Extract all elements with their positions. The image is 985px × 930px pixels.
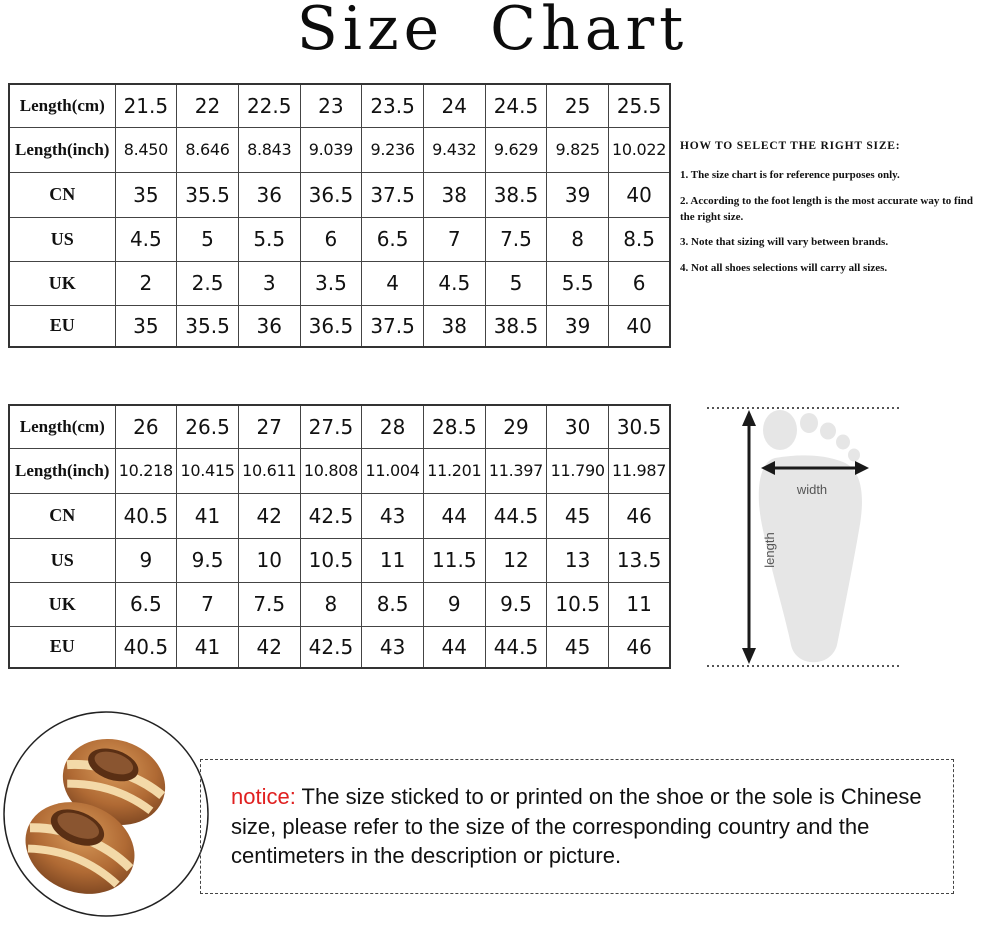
size-cell: 36.5 [300, 172, 362, 217]
notice-label: notice: [231, 784, 296, 809]
size-cell: 10.415 [177, 448, 239, 493]
size-cell: 36 [238, 172, 300, 217]
size-cell: 23.5 [362, 84, 424, 127]
size-cell: 6.5 [115, 582, 177, 626]
size-cell: 2.5 [177, 261, 239, 305]
size-cell: 38 [423, 172, 485, 217]
size-cell: 10 [238, 538, 300, 582]
size-cell: 35 [115, 305, 177, 347]
row-label-inch: Length(inch) [9, 448, 115, 493]
size-cell: 11.004 [362, 448, 424, 493]
row-label-cm: Length(cm) [9, 405, 115, 448]
size-cell: 8.646 [177, 127, 239, 172]
size-cell: 39 [547, 305, 609, 347]
size-cell: 10.5 [300, 538, 362, 582]
size-cell: 28.5 [423, 405, 485, 448]
notice-box [200, 759, 954, 894]
size-row-cn [9, 172, 670, 217]
size-cell: 45 [547, 626, 609, 668]
size-cell: 38 [423, 305, 485, 347]
size-cell: 24.5 [485, 84, 547, 127]
size-guide-item: 1. The size chart is for reference purposes only. [680, 168, 900, 181]
size-cell: 35.5 [177, 305, 239, 347]
size-cell: 7.5 [238, 582, 300, 626]
size-cell: 24 [423, 84, 485, 127]
size-cell: 46 [609, 626, 671, 668]
size-cell: 26.5 [177, 405, 239, 448]
width-label: width [796, 482, 828, 497]
size-cell: 8 [300, 582, 362, 626]
row-label-uk: UK [9, 582, 115, 626]
size-guide-title: HOW TO SELECT THE RIGHT SIZE: [680, 140, 901, 152]
size-cell: 8.843 [238, 127, 300, 172]
size-cell: 46 [609, 493, 671, 538]
notice-section [0, 700, 985, 930]
size-cell: 10.022 [609, 127, 671, 172]
size-cell: 43 [362, 493, 424, 538]
length-label: length [762, 532, 777, 568]
size-cell: 22.5 [238, 84, 300, 127]
size-cell: 44 [423, 626, 485, 668]
row-label-us: US [9, 217, 115, 261]
size-row-eu [9, 626, 670, 668]
size-row-cn [9, 493, 670, 538]
size-cell: 35 [115, 172, 177, 217]
size-cell: 36 [238, 305, 300, 347]
size-cell: 11.397 [485, 448, 547, 493]
row-label-eu: EU [9, 305, 115, 347]
row-label-cn: CN [9, 493, 115, 538]
size-guide [680, 138, 985, 287]
size-cell: 10.5 [547, 582, 609, 626]
size-row-cm [9, 405, 670, 448]
size-cell: 29 [485, 405, 547, 448]
size-cell: 40 [609, 172, 671, 217]
row-label-cn: CN [9, 172, 115, 217]
size-cell: 9.629 [485, 127, 547, 172]
size-cell: 22 [177, 84, 239, 127]
size-cell: 2 [115, 261, 177, 305]
size-cell: 42 [238, 626, 300, 668]
size-cell: 41 [177, 626, 239, 668]
row-label-uk: UK [9, 261, 115, 305]
size-cell: 44.5 [485, 626, 547, 668]
size-cell: 9.432 [423, 127, 485, 172]
size-cell: 42 [238, 493, 300, 538]
row-label-cm: Length(cm) [9, 84, 115, 127]
size-row-uk [9, 261, 670, 305]
size-cell: 6 [609, 261, 671, 305]
size-row-inch [9, 127, 670, 172]
size-cell: 44 [423, 493, 485, 538]
size-cell: 7 [423, 217, 485, 261]
size-guide-item: 4. Not all shoes selections will carry all sizes. [680, 262, 888, 275]
size-cell: 7 [177, 582, 239, 626]
size-cell: 13.5 [609, 538, 671, 582]
size-cell: 39 [547, 172, 609, 217]
size-cell: 4.5 [115, 217, 177, 261]
size-cell: 42.5 [300, 626, 362, 668]
size-cell: 5 [177, 217, 239, 261]
size-cell: 37.5 [362, 172, 424, 217]
size-cell: 8.5 [609, 217, 671, 261]
size-cell: 9.039 [300, 127, 362, 172]
bread-slipper-image [2, 710, 210, 918]
size-table-1 [8, 83, 671, 348]
size-cell: 21.5 [115, 84, 177, 127]
row-label-eu: EU [9, 626, 115, 668]
size-cell: 6 [300, 217, 362, 261]
size-cell: 10.218 [115, 448, 177, 493]
size-cell: 9 [115, 538, 177, 582]
size-cell: 30 [547, 405, 609, 448]
size-cell: 3.5 [300, 261, 362, 305]
size-guide-item: 2. According to the foot length is the most accurate way to find the right size. [680, 194, 973, 223]
size-cell: 9.5 [485, 582, 547, 626]
size-cell: 40 [609, 305, 671, 347]
size-cell: 35.5 [177, 172, 239, 217]
size-cell: 23 [300, 84, 362, 127]
foot-measure-diagram [703, 400, 903, 672]
size-cell: 30.5 [609, 405, 671, 448]
size-cell: 11.5 [423, 538, 485, 582]
size-cell: 8 [547, 217, 609, 261]
size-row-inch [9, 448, 670, 493]
size-cell: 6.5 [362, 217, 424, 261]
size-cell: 27 [238, 405, 300, 448]
size-cell: 4.5 [423, 261, 485, 305]
notice-body: The size sticked to or printed on the shoe or the sole is Chinese size, please refer to the size of the corresponding country and the centimeters in the description or picture. [231, 784, 922, 868]
size-cell: 25.5 [609, 84, 671, 127]
size-cell: 4 [362, 261, 424, 305]
size-cell: 40.5 [115, 626, 177, 668]
size-cell: 40.5 [115, 493, 177, 538]
size-cell: 45 [547, 493, 609, 538]
size-cell: 5.5 [238, 217, 300, 261]
length-arrow [742, 410, 756, 664]
size-cell: 44.5 [485, 493, 547, 538]
size-cell: 12 [485, 538, 547, 582]
size-cell: 11 [362, 538, 424, 582]
size-cell: 9.825 [547, 127, 609, 172]
size-cell: 43 [362, 626, 424, 668]
size-cell: 26 [115, 405, 177, 448]
size-row-us [9, 217, 670, 261]
size-row-us [9, 538, 670, 582]
size-cell: 9.5 [177, 538, 239, 582]
size-cell: 11.987 [609, 448, 671, 493]
size-cell: 36.5 [300, 305, 362, 347]
size-cell: 5.5 [547, 261, 609, 305]
size-cell: 10.611 [238, 448, 300, 493]
size-cell: 13 [547, 538, 609, 582]
size-cell: 11.790 [547, 448, 609, 493]
size-row-cm [9, 84, 670, 127]
size-cell: 25 [547, 84, 609, 127]
size-cell: 38.5 [485, 305, 547, 347]
size-cell: 42.5 [300, 493, 362, 538]
size-cell: 41 [177, 493, 239, 538]
size-cell: 37.5 [362, 305, 424, 347]
row-label-us: US [9, 538, 115, 582]
page-title: Size Chart [296, 0, 689, 64]
size-cell: 10.808 [300, 448, 362, 493]
size-cell: 11 [609, 582, 671, 626]
size-table-2 [8, 404, 671, 669]
size-row-uk [9, 582, 670, 626]
size-cell: 28 [362, 405, 424, 448]
row-label-inch: Length(inch) [9, 127, 115, 172]
size-cell: 5 [485, 261, 547, 305]
size-cell: 3 [238, 261, 300, 305]
notice-text [231, 782, 946, 871]
size-cell: 9.236 [362, 127, 424, 172]
size-cell: 7.5 [485, 217, 547, 261]
size-cell: 8.450 [115, 127, 177, 172]
size-guide-item: 3. Note that sizing will vary between brands. [680, 236, 889, 249]
size-cell: 27.5 [300, 405, 362, 448]
size-cell: 38.5 [485, 172, 547, 217]
size-cell: 8.5 [362, 582, 424, 626]
size-row-eu [9, 305, 670, 347]
size-cell: 11.201 [423, 448, 485, 493]
size-cell: 9 [423, 582, 485, 626]
